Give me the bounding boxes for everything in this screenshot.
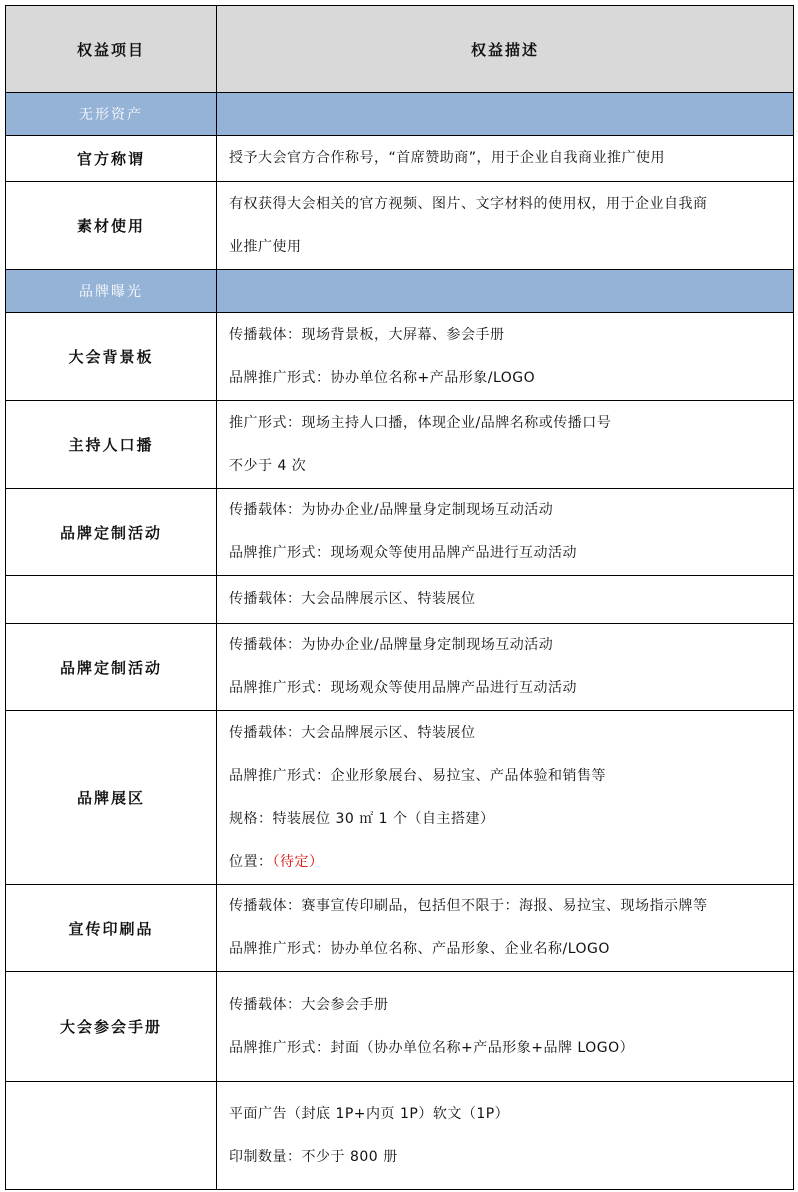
benefit-item: 素材使用 bbox=[6, 182, 217, 270]
description-line: 传播载体：为协办企业/品牌量身定制现场互动活动 bbox=[229, 502, 554, 518]
table-row bbox=[6, 313, 794, 401]
benefit-item: 宣传印刷品 bbox=[6, 885, 217, 972]
table-row bbox=[6, 711, 794, 885]
section-empty-cell bbox=[217, 93, 794, 136]
description-line: 传播载体：大会参会手册 bbox=[229, 996, 389, 1013]
benefit-description bbox=[217, 313, 794, 401]
benefit-description bbox=[217, 136, 794, 182]
table-row bbox=[6, 576, 794, 624]
section-row-brand-exposure bbox=[6, 270, 794, 313]
description-line: 业推广使用 bbox=[229, 238, 302, 255]
description-line: 有权获得大会相关的官方视频、图片、文字材料的使用权，用于企业自我商 bbox=[229, 195, 708, 212]
description-line: 传播载体：赛事宣传印刷品，包括但不限于：海报、易拉宝、现场指示牌等 bbox=[229, 898, 708, 914]
description-line: 品牌推广形式：协办单位名称、产品形象、企业名称/LOGO bbox=[229, 941, 610, 957]
benefit-item: 官方称谓 bbox=[6, 136, 217, 182]
table-row bbox=[6, 624, 794, 711]
position-line bbox=[229, 841, 787, 884]
description-line: 传播载体：为协办企业/品牌量身定制现场互动活动 bbox=[229, 637, 554, 653]
description-line: 品牌推广形式：现场观众等使用品牌产品进行互动活动 bbox=[229, 545, 577, 561]
description-line: 印制数量：不少于 800 册 bbox=[229, 1148, 398, 1165]
benefit-description bbox=[217, 885, 794, 972]
description-line: 品牌推广形式：企业形象展台、易拉宝、产品体验和销售等 bbox=[229, 767, 606, 784]
benefit-description bbox=[217, 576, 794, 624]
position-label: 位置： bbox=[229, 853, 273, 870]
benefit-item: 品牌定制活动 bbox=[6, 489, 217, 576]
benefit-description bbox=[217, 1082, 794, 1190]
table-row bbox=[6, 182, 794, 270]
section-row-intangible bbox=[6, 93, 794, 136]
benefits-table-container bbox=[5, 5, 793, 1190]
table-row bbox=[6, 489, 794, 576]
section-empty-cell bbox=[217, 270, 794, 313]
benefit-item: 大会背景板 bbox=[6, 313, 217, 401]
table-row bbox=[6, 136, 794, 182]
description-line: 不少于 4 次 bbox=[229, 457, 307, 474]
benefit-item bbox=[6, 576, 217, 624]
table-row bbox=[6, 1082, 794, 1190]
benefit-description bbox=[217, 624, 794, 711]
section-label-intangible: 无形资产 bbox=[6, 93, 217, 136]
description-line: 授予大会官方合作称号，“首席赞助商”，用于企业自我商业推广使用 bbox=[229, 150, 666, 166]
benefit-item bbox=[6, 1082, 217, 1190]
description-line: 传播载体：现场背景板，大屏幕、参会手册 bbox=[229, 326, 505, 343]
benefit-item: 品牌展区 bbox=[6, 711, 217, 885]
header-benefit-description: 权益描述 bbox=[217, 6, 794, 93]
description-line: 传播载体：大会品牌展示区、特装展位 bbox=[229, 724, 476, 741]
benefit-description bbox=[217, 489, 794, 576]
description-line: 品牌推广形式：封面（协办单位名称+产品形象+品牌 LOGO） bbox=[229, 1039, 635, 1056]
benefits-table bbox=[5, 5, 794, 1190]
position-value: （待定） bbox=[272, 853, 324, 870]
table-row bbox=[6, 401, 794, 489]
benefit-item: 品牌定制活动 bbox=[6, 624, 217, 711]
header-benefit-item: 权益项目 bbox=[6, 6, 217, 93]
benefit-description bbox=[217, 182, 794, 270]
benefit-item: 主持人口播 bbox=[6, 401, 217, 489]
benefit-description bbox=[217, 401, 794, 489]
description-line: 传播载体：大会品牌展示区、特装展位 bbox=[229, 591, 476, 607]
description-line: 品牌推广形式：协办单位名称+产品形象/LOGO bbox=[229, 369, 536, 386]
description-line: 品牌推广形式：现场观众等使用品牌产品进行互动活动 bbox=[229, 680, 577, 696]
description-line: 推广形式：现场主持人口播，体现企业/品牌名称或传播口号 bbox=[229, 414, 612, 431]
table-row bbox=[6, 972, 794, 1082]
section-label-brand-exposure: 品牌曝光 bbox=[6, 270, 217, 313]
benefit-description bbox=[217, 711, 794, 885]
benefit-description bbox=[217, 972, 794, 1082]
description-line: 平面广告（封底 1P+内页 1P）软文（1P） bbox=[229, 1105, 510, 1122]
table-row bbox=[6, 885, 794, 972]
table-header-row bbox=[6, 6, 794, 93]
description-line: 规格：特装展位 30 ㎡ 1 个（自主搭建） bbox=[229, 810, 495, 827]
benefit-item: 大会参会手册 bbox=[6, 972, 217, 1082]
